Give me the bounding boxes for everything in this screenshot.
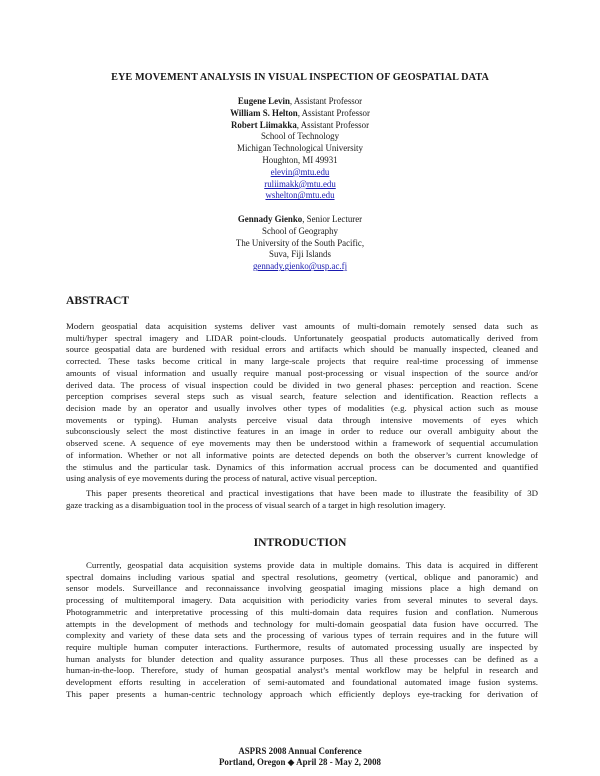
- author-line: [150, 214, 450, 226]
- affiliation-university: Michigan Technological University: [237, 143, 363, 154]
- text-line: Modern geospatial data acquisition systems deliver vast amounts of multi-domain remotely sensed data such as: [66, 321, 538, 331]
- text-line: This paper presents a human-centric technology approach which efficiently deploys eye-tracking for derivation of: [66, 688, 538, 699]
- text-line: using analysis of eye movements during the process of natural, active visual perception.: [66, 473, 377, 484]
- text-line: human-in-the-loop. Therefore, study of human geospatial analyst’s mental workflow may be helpful in research and: [66, 665, 538, 676]
- text-line: source geospatial data are burdened with residual errors and artifacts which should be manually inspected, cleaned and: [66, 344, 538, 355]
- page-footer: [0, 746, 600, 768]
- affiliation-location: Suva, Fiji Islands: [269, 249, 331, 260]
- footer-location-date: Portland, Oregon ◆ April 28 - May 2, 2008: [219, 757, 381, 767]
- abstract-heading: ABSTRACT: [66, 294, 130, 307]
- email-link[interactable]: ruliimakk@mtu.edu: [264, 178, 336, 189]
- author-line: [150, 120, 450, 132]
- email-link[interactable]: gennady.gienko@usp.ac.fj: [252, 261, 348, 272]
- introduction-paragraph-1: [66, 560, 538, 701]
- author-line: [150, 96, 450, 108]
- author-line: [150, 108, 450, 120]
- text-line: derived data. The process of visual inspection could be divided in two general phases: perception and reaction. Scene: [66, 379, 538, 390]
- affiliation-school: School of Geography: [262, 225, 338, 236]
- author-role: , Assistant Professor: [297, 107, 370, 118]
- email-link[interactable]: elevin@mtu.edu: [270, 166, 330, 177]
- text-line: Currently, geospatial data acquisition systems provide data in multiple domains. This data is acquired in different: [86, 560, 538, 570]
- text-line: multi/hyper spectral imagery and LIDAR point-clouds. Unfortunately geospatial products automatically derived from: [66, 332, 538, 343]
- author-name: Eugene Levin: [237, 96, 290, 106]
- text-line: require multiple human computer interactions. Furthermore, results of automated processing usually are inspected by: [66, 642, 538, 653]
- author-role: , Assistant Professor: [296, 119, 370, 130]
- affiliation-university: The University of the South Pacific,: [235, 237, 365, 248]
- text-line: spectral domains including various spatial and spectral resolutions, geometry (vertical, oblique and panoramic) and: [66, 571, 538, 582]
- text-line: human analysts for blunder detection and quality assurance purposes. Thus all these processes can be defined as a: [66, 653, 538, 664]
- text-line: observed scene. A sequence of eye movements may then be understood within a framework of sequential accumulation: [66, 438, 538, 449]
- abstract-paragraph-2: [66, 488, 538, 511]
- author-name: William S. Helton: [230, 107, 298, 118]
- text-line: corrected. These tasks become critical in many large-scale projects that require real-time processing of immense: [66, 356, 538, 367]
- footer-conference: ASPRS 2008 Annual Conference: [238, 746, 362, 756]
- author-role: , Senior Lecturer: [302, 213, 363, 224]
- text-line: perception comprises several steps such as visual search, feature selection and identification. Reaction reflects a: [66, 391, 538, 402]
- email-link[interactable]: wshelton@mtu.edu: [265, 190, 335, 201]
- paper-title: EYE MOVEMENT ANALYSIS IN VISUAL INSPECTION OF GEOSPATIAL DATA: [111, 72, 489, 83]
- text-line: movements or typing). Human analysts perceive visual data through intensive movements of eyes which: [66, 414, 538, 425]
- affiliation-location: Houghton, MI 49931: [262, 154, 338, 165]
- author-block: [150, 96, 450, 273]
- text-line: processing of multitemporal imagery. Data acquisition with periodicity varies from several minutes to several days.: [66, 595, 538, 606]
- abstract-paragraph-1: [66, 321, 538, 485]
- spacer: [150, 202, 450, 214]
- author-name: Gennady Gienko: [237, 213, 303, 224]
- text-line: complexity and variety of these data sets and the processing of various types of terrain requires and in the future will: [66, 630, 538, 641]
- text-line: gaze tracking as a disambiguation tool in the process of visual search of a target in high resolution imagery.: [66, 499, 446, 510]
- text-line: the stimulus and the particular task. Dynamics of this information accrual process can be documented and quantified: [66, 461, 538, 472]
- affiliation-school: School of Technology: [260, 131, 340, 142]
- author-role: , Assistant Professor: [289, 96, 363, 106]
- text-line: development efforts resulting in acceleration of semi-automated and foundational automated image fusion systems.: [66, 677, 538, 688]
- author-name: Robert Liimakka: [230, 119, 297, 130]
- text-line: sensor models. Surveillance and reconnaissance involving geospatial imaging missions place a high demand on: [66, 583, 538, 594]
- introduction-heading: INTRODUCTION: [253, 536, 347, 549]
- text-line: decision made by an operator and usually involves other types of modalities (e.g. physical action such as mouse: [66, 403, 538, 414]
- text-line: attempts in the development of methods and technology for multi-domain geospatial data fusion have occurred. The: [66, 618, 538, 629]
- text-line: Photogrammetric and interpretative processing of this multi-domain data requires fusion and conflation. Numerous: [66, 606, 538, 617]
- text-line: of information. Whether or not all informative points are detected depends on both the observer’s current knowledge of: [66, 449, 538, 460]
- text-line: This paper presents theoretical and practical investigations that have been made to illustrate the feasibility of 3D: [86, 488, 538, 498]
- text-line: amounts of visual information and usually require manual post-processing or visual inspection of the source and/or: [66, 367, 538, 378]
- text-line: subconsciously select the most distinctive features in an image in order to reduce our overall ambiguity about the: [66, 426, 538, 437]
